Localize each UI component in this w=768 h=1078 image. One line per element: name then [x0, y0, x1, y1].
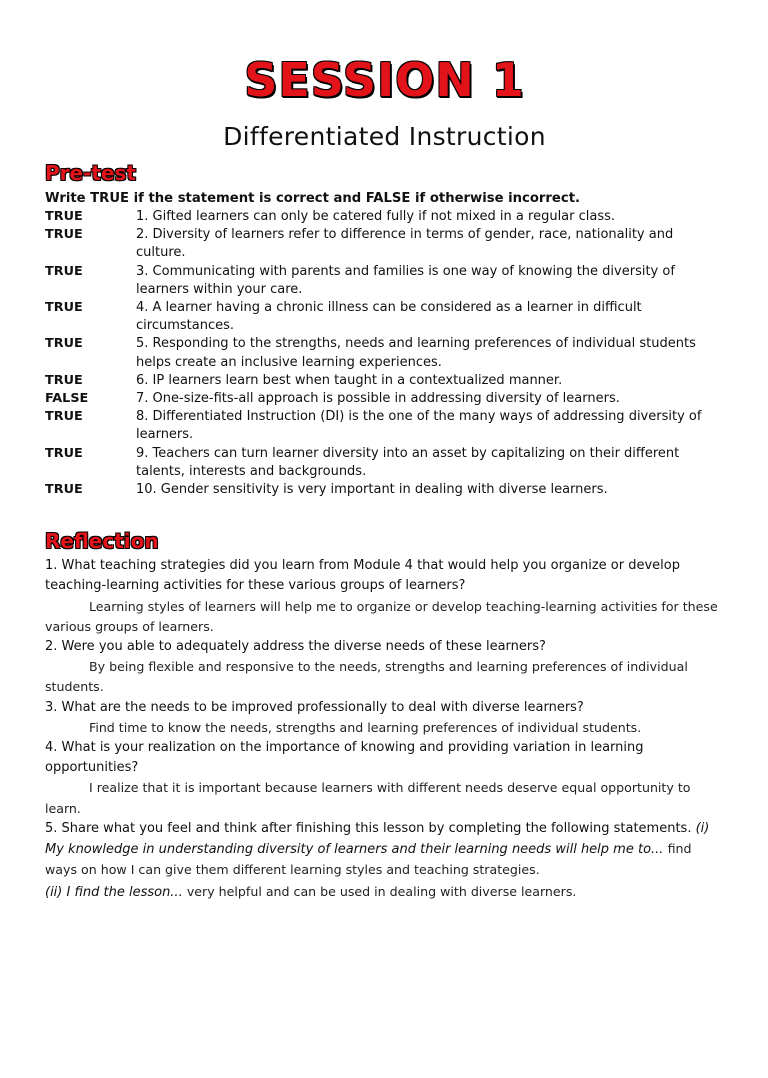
pretest-item [45, 263, 724, 299]
reflection-answer-4 [45, 778, 724, 818]
answer-text: Learning styles of learners will help me to organize or develop teaching-learning activities for these various groups of learners. [45, 598, 718, 634]
pretest-item [45, 408, 724, 444]
item-answer: TRUE [45, 336, 83, 352]
pretest-heading: Pre-test [45, 161, 136, 185]
item-statement: 2. Diversity of learners refer to difference in terms of gender, race, nationality and culture. [136, 227, 674, 261]
item-statement: 10. Gender sensitivity is very important in dealing with diverse learners. [136, 482, 608, 498]
page-subtitle: Differentiated Instruction [223, 122, 546, 151]
item-statement: 5. Responding to the strengths, needs and learning preferences of individual students helps create an inclusive learning experiences. [136, 336, 696, 370]
statement-prompt-i: (i) My knowledge in understanding diversity of learners and their learning needs will help me to... [45, 820, 710, 858]
reflection-answer-3 [45, 718, 724, 738]
item-statement: 3. Communicating with parents and families is one way of knowing the diversity of learners within your care. [136, 263, 675, 297]
answer-text: I realize that it is important because learners with different needs deserve equal opportunity to learn. [45, 780, 691, 816]
reflection-section [45, 556, 724, 902]
answer-text: Find time to know the needs, strengths and learning preferences of individual students. [89, 719, 642, 735]
reflection-heading: Reflection [45, 529, 159, 554]
statement-answer-ii: very helpful and can be used in dealing with diverse learners. [186, 883, 577, 899]
item-statement: 4. A learner having a chronic illness can be considered as a learner in difficult circumstances. [136, 300, 642, 334]
reflection-answer-2 [45, 657, 724, 697]
pretest-item [45, 208, 724, 226]
reflection-question-1: 1. What teaching strategies did you learn from Module 4 that would help you organize or develop teaching-learning activities for these various groups of learners? [45, 558, 680, 594]
pretest-item [45, 481, 724, 499]
item-answer: TRUE [45, 482, 83, 498]
pretest-item [45, 390, 724, 408]
item-statement: 1. Gifted learners can only be catered fully if not mixed in a regular class. [136, 209, 616, 224]
pretest-item-list [45, 208, 724, 499]
item-statement: 6. IP learners learn best when taught in a contextualized manner. [136, 372, 563, 388]
item-answer: TRUE [45, 409, 83, 425]
statement-prompt-ii: (ii) I find the lesson... [45, 884, 183, 900]
session-title: SESSION 1 [244, 53, 525, 107]
item-answer: TRUE [45, 300, 83, 316]
item-answer: TRUE [45, 227, 83, 243]
pretest-item [45, 335, 724, 371]
document-page [0, 54, 768, 1078]
reflection-question-2: 2. Were you able to adequately address the diverse needs of these learners? [45, 639, 546, 655]
item-statement: 7. One-size-fits-all approach is possible in addressing diversity of learners. [136, 391, 620, 407]
item-statement: 9. Teachers can turn learner diversity into an asset by capitalizing on their different talents, interests and backgrounds. [136, 445, 680, 479]
statement-answer-i: find ways on how I can give them different learning styles and teaching strategies. [45, 841, 692, 878]
item-answer: TRUE [45, 372, 83, 388]
item-statement: 8. Differentiated Instruction (DI) is the one of the many ways of addressing diversity of learners. [136, 409, 702, 443]
answer-text: By being flexible and responsive to the needs, strengths and learning preferences of individual students. [45, 659, 688, 695]
reflection-question-5 [45, 819, 724, 882]
reflection-question-4: 4. What is your realization on the importance of knowing and providing variation in learning opportunities? [45, 740, 644, 776]
pretest-instruction: Write TRUE if the statement is correct and FALSE if otherwise incorrect. [45, 191, 581, 206]
item-answer: FALSE [45, 391, 89, 407]
pretest-item [45, 299, 724, 335]
pretest-item [45, 226, 724, 262]
question-text: 5. Share what you feel and think after finishing this lesson by completing the following statements. [45, 820, 692, 836]
pretest-item [45, 445, 724, 481]
item-answer: TRUE [45, 445, 83, 461]
item-answer: TRUE [45, 209, 83, 224]
reflection-answer-1 [45, 597, 724, 637]
reflection-question-3: 3. What are the needs to be improved professionally to deal with diverse learners? [45, 699, 584, 715]
item-answer: TRUE [45, 263, 83, 279]
pretest-item [45, 372, 724, 390]
reflection-statement-ii [45, 882, 724, 903]
